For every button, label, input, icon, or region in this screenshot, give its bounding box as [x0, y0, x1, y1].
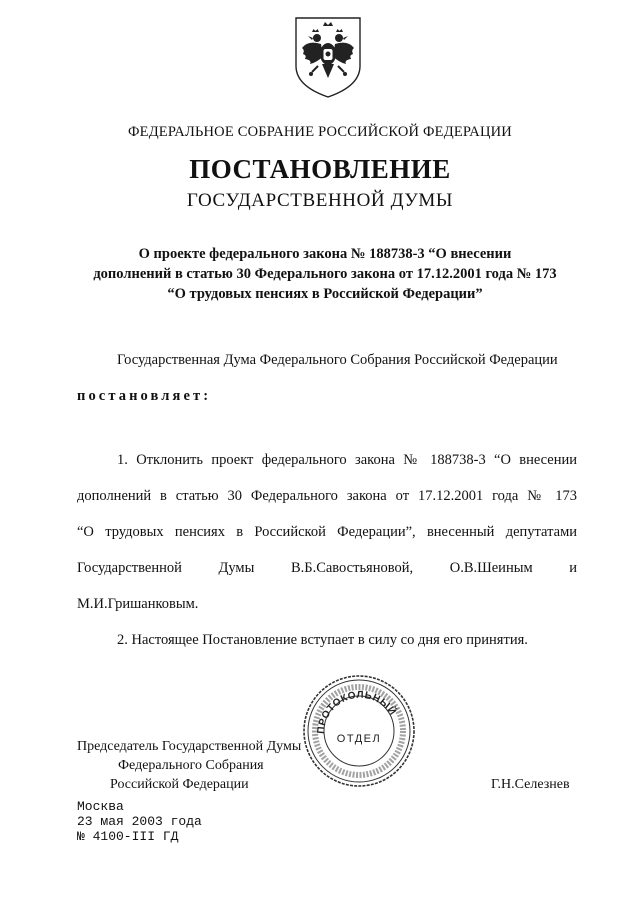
- preamble-text: Государственная Дума Федерального Собрания Российской Федерации: [117, 352, 558, 368]
- double-headed-eagle-icon: [290, 14, 366, 100]
- round-stamp-icon: [300, 672, 418, 790]
- item-1-line-3: “О трудовых пенсиях в Российской Федерации”, внесенный депутатами: [77, 524, 577, 540]
- subject-line-3: “О трудовых пенсиях в Российской Федерации”: [167, 286, 483, 302]
- official-round-stamp: [300, 672, 418, 790]
- footer-city: Москва: [77, 799, 124, 814]
- item-1-line-2: дополнений в статью 30 Федерального закона от 17.12.2001 года № 173: [77, 488, 577, 504]
- chamber-subtitle: ГОСУДАРСТВЕННОЙ ДУМЫ: [186, 190, 454, 211]
- signatory-name: Г.Н.Селезнев: [491, 777, 570, 792]
- item-2-text: 2. Настоящее Постановление вступает в силу со дня его принятия.: [117, 632, 528, 648]
- item-1-line-1: 1. Отклонить проект федерального закона № 188738-3 “О внесении: [117, 452, 577, 468]
- signatory-title-line-3: Российской Федерации: [110, 777, 249, 792]
- signatory-title-line-1: Председатель Государственной Думы: [77, 739, 302, 754]
- item-1-line-5: М.И.Гришанковым.: [77, 596, 199, 612]
- subject-line-1: О проекте федерального закона № 188738-3 “О внесении: [138, 246, 512, 262]
- document-type-title: ПОСТАНОВЛЕНИЕ: [189, 154, 451, 184]
- subject-line-2: дополнений в статью 30 Федерального закона от 17.12.2001 года № 173: [93, 266, 557, 282]
- signatory-title-line-2: Федерального Собрания: [118, 758, 264, 773]
- footer-number: № 4100-III ГД: [77, 829, 179, 844]
- stamp-center-text: ОТДЕЛ: [336, 733, 382, 745]
- resolves-word: постановляет:: [77, 388, 212, 404]
- stamp-arc-text: ПРОТОКОЛЬНЫЙ: [315, 689, 399, 735]
- coat-of-arms-emblem: [290, 14, 366, 100]
- footer-date: 23 мая 2003 года: [77, 814, 202, 829]
- organization-heading: ФЕДЕРАЛЬНОЕ СОБРАНИЕ РОССИЙСКОЙ ФЕДЕРАЦИИ: [128, 124, 512, 140]
- item-1-line-4: Государственной Думы В.Б.Савостьяновой, О.В.Шеиным и: [77, 560, 577, 576]
